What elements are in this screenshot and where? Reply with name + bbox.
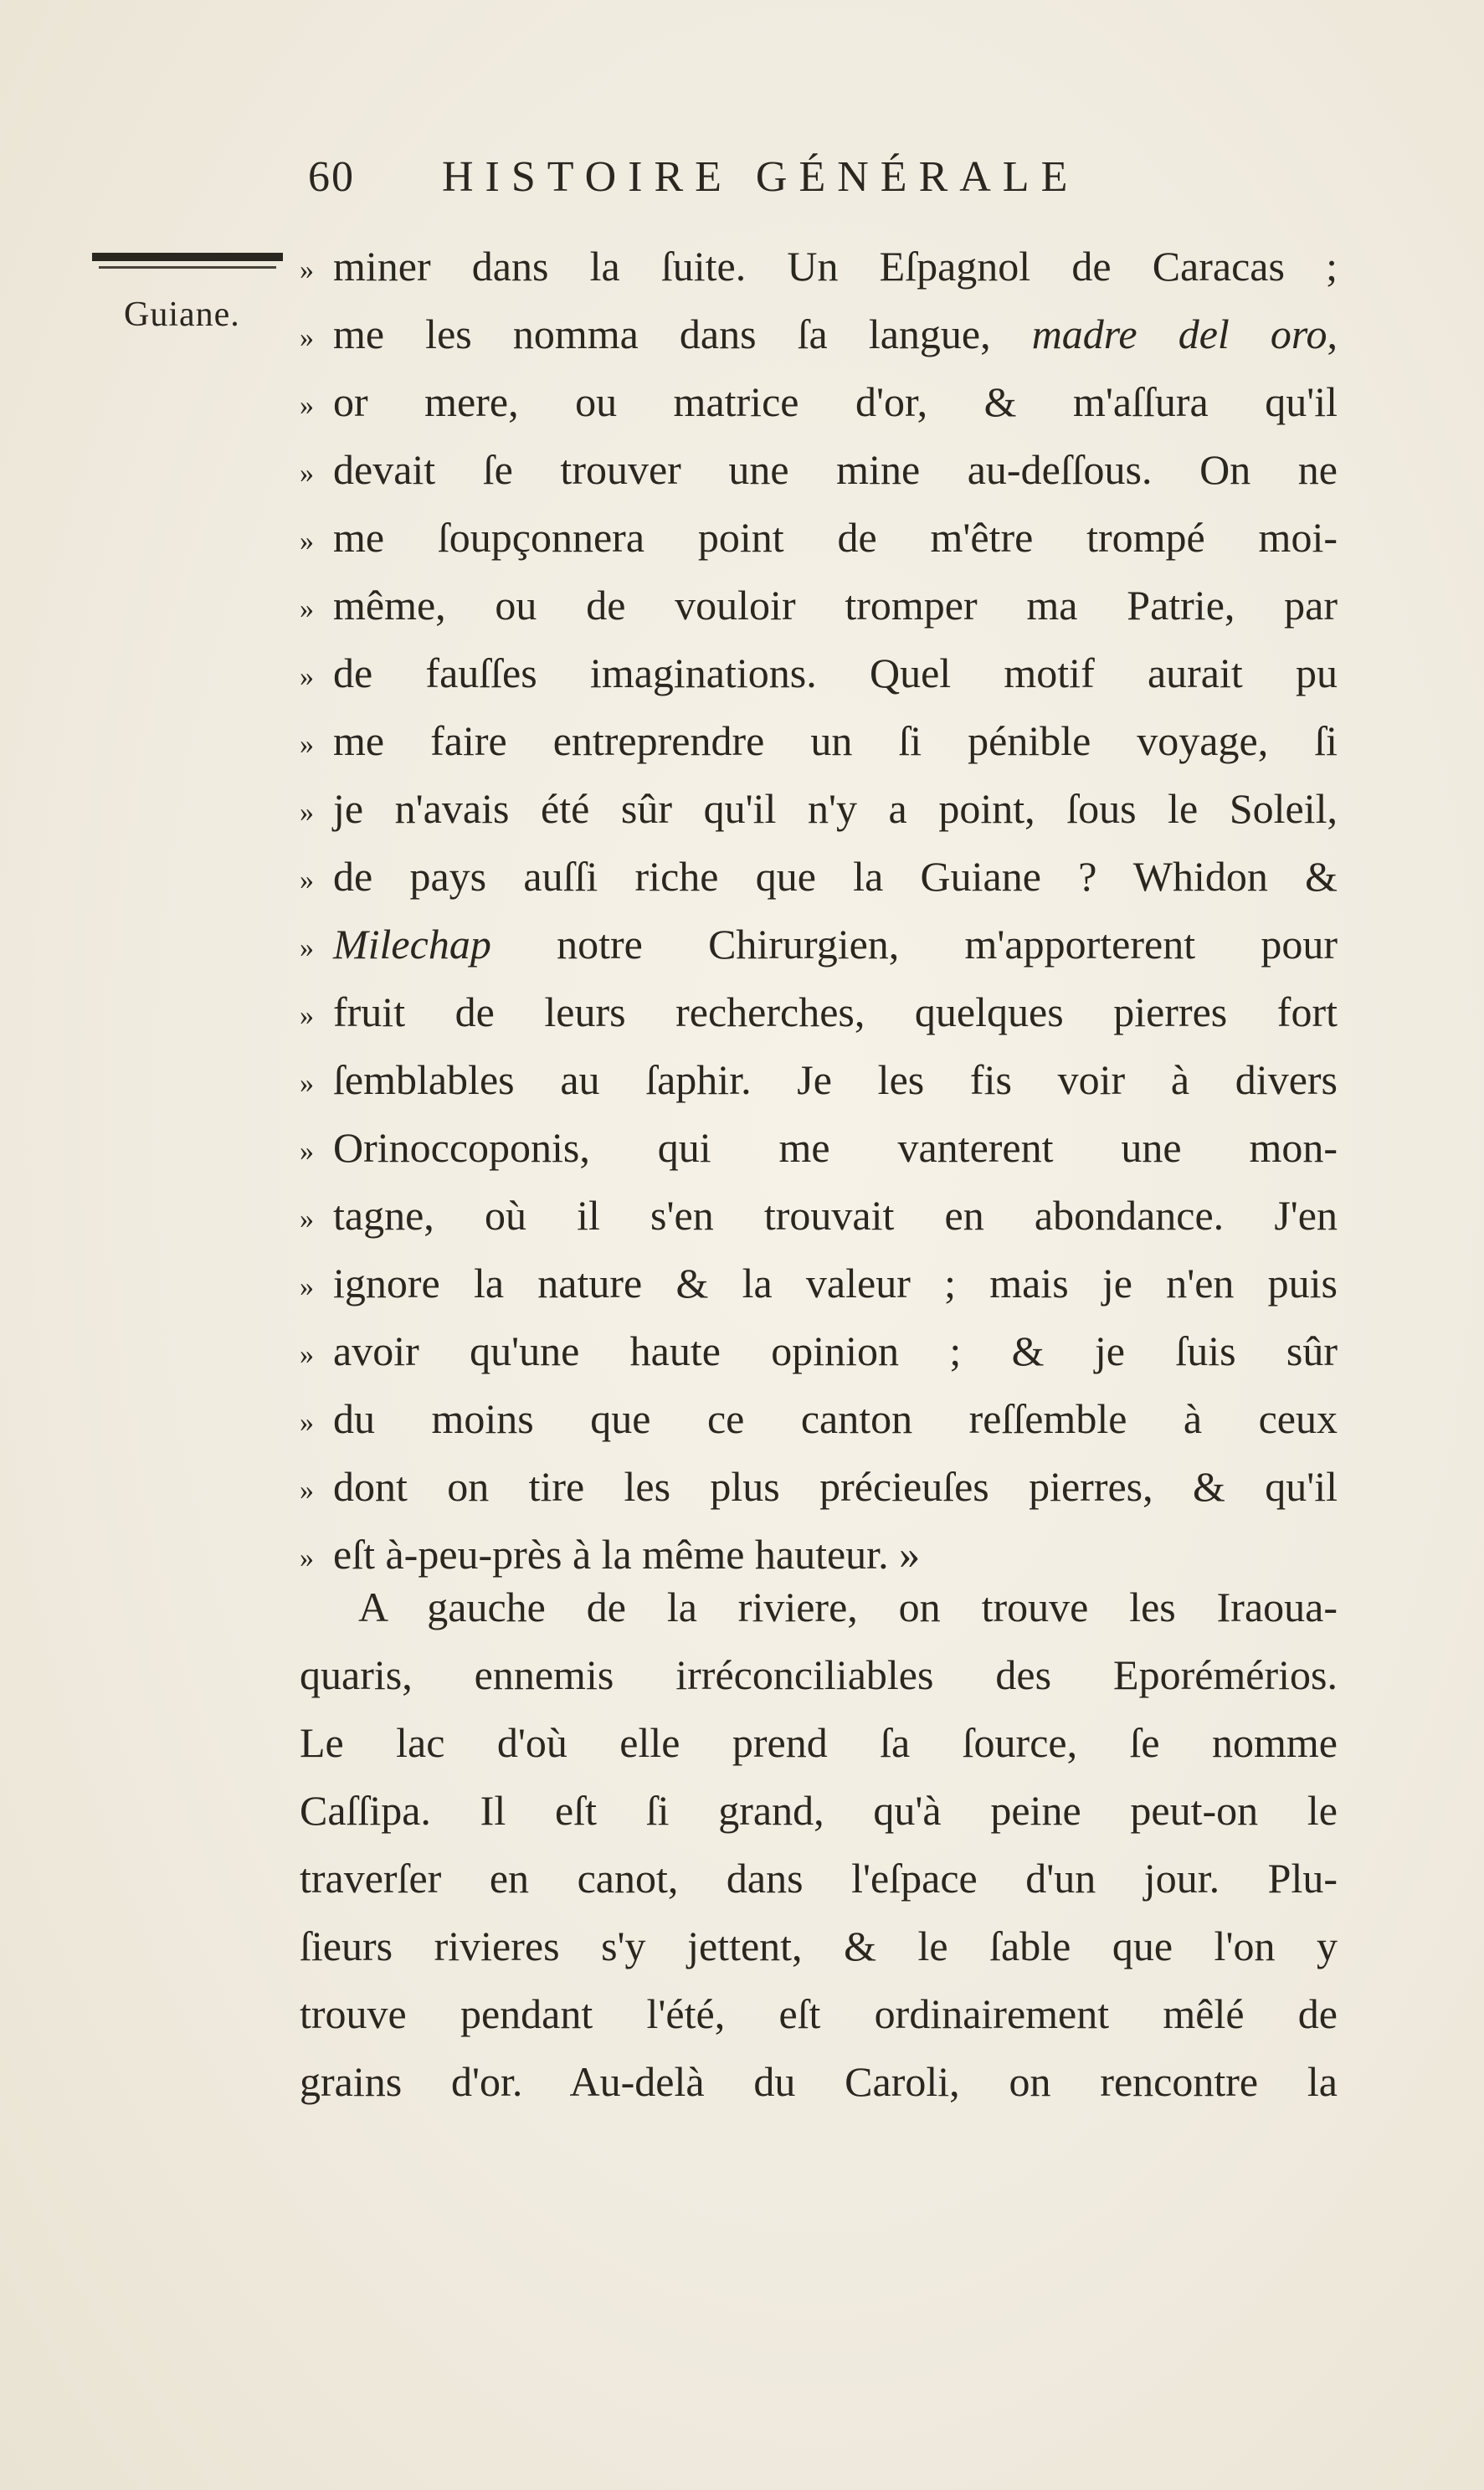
text-line: [300, 1453, 1338, 1521]
text-line: A gauche de la riviere, on trouve les Iraoua-: [358, 1584, 1338, 1630]
line-text: miner dans la ſuite. Un Eſpagnol de Caracas ;: [333, 243, 1338, 290]
line-text: me ſoupçonnera point de m'être trompé moi-: [333, 514, 1338, 561]
text-line: ſieurs rivieres s'y jettent, & le ſable que l'on y: [300, 1923, 1338, 1969]
page-header: [308, 142, 1229, 218]
line-text: avoir qu'une haute opinion ; & je ſuis sûr: [333, 1327, 1338, 1374]
line-text: fruit de leurs recherches, quelques pierres fort: [333, 988, 1338, 1035]
text-line: [300, 233, 1338, 300]
text-line: Caſſipa. Il eſt ſi grand, qu'à peine peut-on le: [300, 1787, 1338, 1834]
line-text: ignore la nature & la valeur ; mais je n'en puis: [333, 1260, 1338, 1307]
text-line: [300, 639, 1338, 707]
text-line: [300, 1046, 1338, 1114]
quote-mark: »: [300, 390, 314, 421]
quote-mark: »: [300, 254, 314, 285]
text-line: [300, 300, 1338, 368]
quote-mark: »: [300, 526, 314, 557]
text-line: [300, 978, 1338, 1046]
quote-mark: »: [300, 1136, 314, 1167]
text-line: [300, 368, 1338, 436]
line-text: ſemblables au ſaphir. Je les fis voir à divers: [333, 1056, 1338, 1103]
line-text: me faire entreprendre un ſi pénible voyage, ſi: [333, 717, 1338, 764]
text-line: grains d'or. Au-delà du Caroli, on rencontre la: [300, 2058, 1338, 2105]
line-text: de pays auſſi riche que la Guiane ? Whidon &: [333, 853, 1338, 900]
quoted-passage: [300, 233, 1338, 1589]
italic-term: madre del oro: [1031, 311, 1327, 357]
line-text: je n'avais été sûr qu'il n'y a point, ſous le Soleil,: [333, 785, 1338, 832]
page-number: 60: [308, 153, 355, 201]
text-line: [300, 572, 1338, 639]
text-line: [300, 843, 1338, 911]
text-line: [300, 1317, 1338, 1385]
text-line: quaris, ennemis irréconciliables des Eporémérios.: [300, 1651, 1338, 1698]
quote-mark: »: [300, 1543, 314, 1574]
quote-mark: »: [300, 458, 314, 489]
line-text: devait ſe trouver une mine au-deſſous. On ne: [333, 446, 1338, 493]
line-text: dont on tire les plus précieuſes pierres, & qu'il: [333, 1463, 1338, 1510]
line-text: du moins que ce canton reſſemble à ceux: [333, 1395, 1338, 1442]
text-line: [300, 436, 1338, 504]
quote-mark: »: [300, 1407, 314, 1438]
text-line: trouve pendant l'été, eſt ordinairement mêlé de: [300, 1990, 1338, 2037]
margin-note: Guiane.: [124, 295, 240, 334]
quote-mark: »: [300, 729, 314, 760]
quote-mark: »: [300, 1339, 314, 1370]
margin-rule: [92, 253, 283, 261]
quote-mark: »: [300, 932, 314, 963]
running-title: HISTOIRE GÉNÉRALE: [442, 153, 1080, 201]
line-text: de fauſſes imaginations. Quel motif aurait pu: [333, 649, 1338, 696]
quote-mark: »: [300, 865, 314, 896]
text-line: [300, 911, 1338, 978]
text-line: [300, 1385, 1338, 1453]
paragraph: [300, 1574, 1338, 2116]
line-text: eſt à-peu-près à la même hauteur. »: [333, 1531, 921, 1578]
text-line: [300, 1250, 1338, 1317]
quote-mark: »: [300, 1068, 314, 1099]
line-text: me les nomma dans ſa langue,: [333, 311, 1032, 357]
quote-mark: »: [300, 1204, 314, 1235]
margin-rule-thin: [99, 266, 276, 269]
text-line: Le lac d'où elle prend ſa ſource, ſe nomme: [300, 1719, 1338, 1766]
line-text: ,: [1327, 311, 1338, 357]
quote-mark: »: [300, 661, 314, 692]
quote-mark: »: [300, 593, 314, 624]
italic-term: Milechap: [333, 921, 491, 968]
quote-mark: »: [300, 1271, 314, 1302]
line-text: même, ou de vouloir tromper ma Patrie, par: [333, 582, 1338, 629]
quote-mark: »: [300, 797, 314, 828]
line-text: Orinoccoponis, qui me vanterent une mon-: [333, 1124, 1338, 1171]
quote-mark: »: [300, 1000, 314, 1031]
text-line: traverſer en canot, dans l'eſpace d'un jour. Plu-: [300, 1855, 1338, 1902]
text-line: [300, 1114, 1338, 1182]
text-line: [300, 707, 1338, 775]
line-text: or mere, ou matrice d'or, & m'aſſura qu'il: [333, 378, 1338, 425]
text-line: [300, 775, 1338, 843]
line-text: notre Chirurgien, m'apporterent pour: [490, 921, 1338, 968]
quote-mark: »: [300, 322, 314, 353]
line-text: tagne, où il s'en trouvait en abondance. J'en: [333, 1192, 1338, 1239]
text-line: [300, 1182, 1338, 1250]
quote-mark: »: [300, 1475, 314, 1506]
text-line: [300, 504, 1338, 572]
